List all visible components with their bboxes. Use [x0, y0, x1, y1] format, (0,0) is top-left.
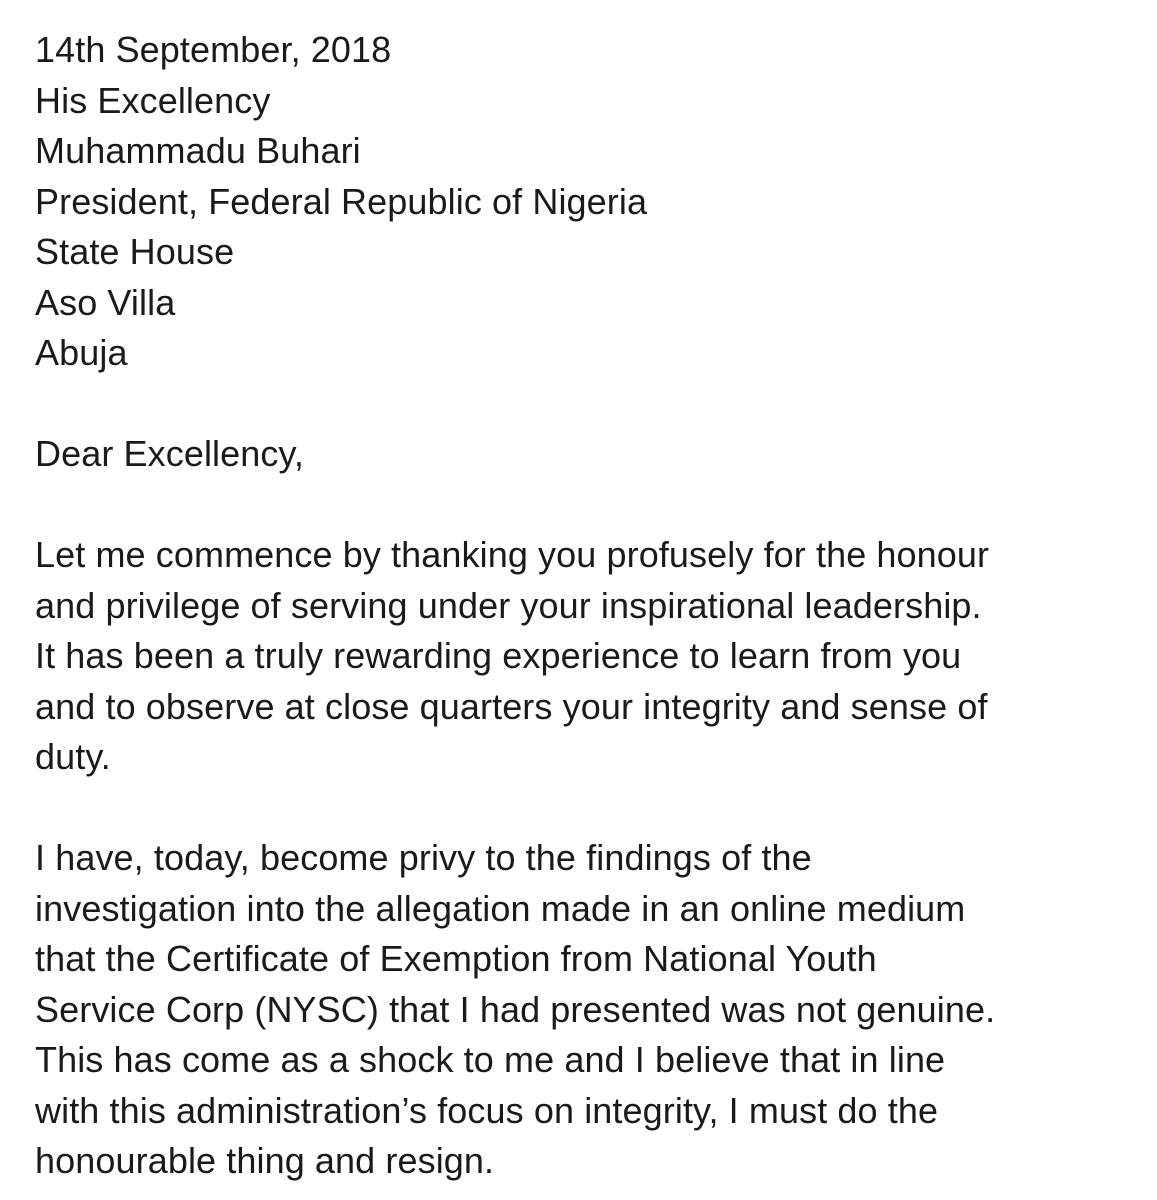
paragraph-line: Let me commence by thanking you profusely for the honour: [35, 534, 990, 575]
salutation: Dear Excellency,: [35, 433, 305, 474]
address-line: Muhammadu Buhari: [35, 130, 361, 171]
spacer: [35, 783, 1135, 834]
paragraph-line: and to observe at close quarters your integrity and sense of: [35, 685, 988, 727]
spacer: [35, 379, 1135, 430]
address-line: His Excellency: [35, 79, 271, 121]
spacer: [35, 480, 1135, 531]
paragraph-2: [35, 833, 1135, 1187]
letter-date: 14th September, 2018: [35, 29, 392, 70]
paragraph-line: This has come as a shock to me and I believe that in line: [35, 1039, 946, 1080]
paragraph-line: and privilege of serving under your inspirational leadership.: [35, 584, 982, 626]
paragraph-line: I have, today, become privy to the findings of the: [35, 837, 812, 878]
letter-body: [35, 25, 1135, 1187]
paragraph-line: Service Corp (NYSC) that I had presented was not genuine.: [35, 988, 996, 1030]
address-line: State House: [35, 231, 235, 272]
paragraph-line: It has been a truly rewarding experience to learn from you: [35, 635, 962, 676]
address-line: Aso Villa: [35, 281, 176, 323]
address-line: Abuja: [35, 332, 128, 373]
paragraph-line: that the Certificate of Exemption from National Youth: [35, 938, 877, 979]
paragraph-line: with this administration’s focus on integrity, I must do the: [35, 1089, 939, 1131]
recipient-address: [35, 76, 1135, 379]
address-line: President, Federal Republic of Nigeria: [35, 180, 648, 222]
paragraph-line: duty.: [35, 736, 111, 777]
paragraph-line: honourable thing and resign.: [35, 1140, 495, 1181]
paragraph-1: [35, 530, 1135, 783]
paragraph-line: investigation into the allegation made in an online medium: [35, 887, 966, 929]
